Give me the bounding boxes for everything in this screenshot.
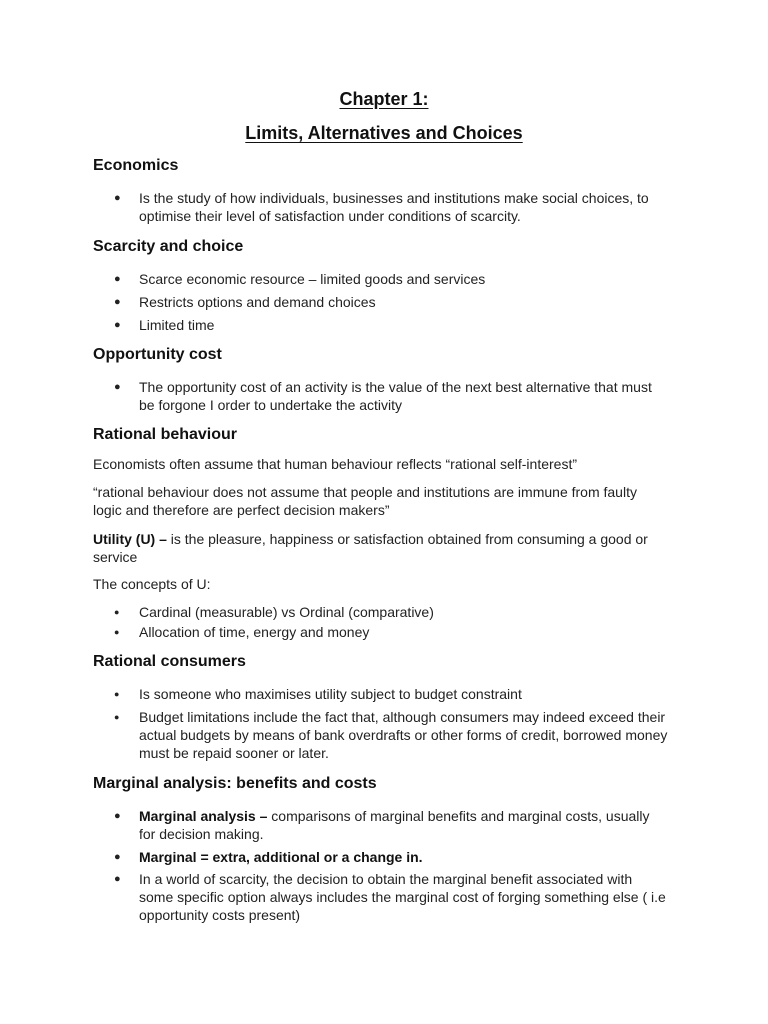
list-item: ● Limited time <box>114 317 215 333</box>
list-item: ● Is someone who maximises utility subject to budget constraint <box>114 686 522 702</box>
bullet-icon: ● <box>114 192 121 204</box>
utility-term: Utility (U) – <box>93 531 167 547</box>
bullet-icon: ● <box>114 296 121 308</box>
paragraph: Economists often assume that human behaviour reflects “rational self-interest” <box>93 456 578 472</box>
list-item: ● Restricts options and demand choices <box>114 294 376 310</box>
list-item: ● In a world of scarcity, the decision to obtain the marginal benefit associated with some specific option always includes the marginal cost of forging something else ( i.e opportunity costs present) <box>114 871 666 923</box>
bullet-icon: ● <box>114 273 121 285</box>
bullet-icon: ● <box>114 873 121 885</box>
list-item: ● Budget limitations include the fact that, although consumers may indeed exceed their actual budgets by means of bank overdrafts or other forms of credit, borrowed money must be repaid sooner or later. <box>114 709 668 761</box>
bullet-icon: ● <box>114 810 121 822</box>
bullet-icon: ● <box>114 689 120 699</box>
chapter-label: Chapter 1: <box>339 89 429 109</box>
utility-definition: Utility (U) – is the pleasure, happiness or satisfaction obtained from consuming a good or service <box>93 531 648 565</box>
heading-opportunity-cost: Opportunity cost <box>93 346 222 363</box>
marginal-definition: Marginal = extra, additional or a change in. <box>139 849 423 865</box>
list-item: ● The opportunity cost of an activity is the value of the next best alternative that must be forgone I order to undertake the activity <box>114 379 652 413</box>
list-item: ● Cardinal (measurable) vs Ordinal (comparative) <box>114 604 434 620</box>
list-item: ● Allocation of time, energy and money <box>114 624 370 640</box>
list-item: ● Scarce economic resource – limited goods and services <box>114 271 486 287</box>
heading-economics: Economics <box>93 157 179 174</box>
concepts-intro: The concepts of U: <box>93 576 211 592</box>
heading-rational-behaviour: Rational behaviour <box>93 426 238 443</box>
list-item: ● Is the study of how individuals, businesses and institutions make social choices, to optimise their level of satisfaction under conditions of scarcity. <box>114 190 649 224</box>
heading-scarcity: Scarcity and choice <box>93 238 244 255</box>
list-item <box>114 848 669 866</box>
bullet-icon: ● <box>114 712 120 722</box>
heading-rational-consumers: Rational consumers <box>93 653 246 670</box>
bullet-icon: ● <box>114 627 120 637</box>
heading-marginal-analysis: Marginal analysis: benefits and costs <box>93 775 377 792</box>
bullet-icon: ● <box>114 381 121 393</box>
quote-paragraph: “rational behaviour does not assume that people and institutions are immune from faulty logic and therefore are perfect decision makers” <box>93 484 637 518</box>
bullet-icon: ● <box>114 851 121 863</box>
marginal-analysis-term: Marginal analysis – <box>139 808 268 824</box>
bullet-icon: ● <box>114 319 121 331</box>
list-item: ● Marginal analysis – comparisons of marginal benefits and marginal costs, usually for decision making. <box>114 808 650 842</box>
page-title: Limits, Alternatives and Choices <box>245 123 523 143</box>
bullet-icon: ● <box>114 607 120 617</box>
